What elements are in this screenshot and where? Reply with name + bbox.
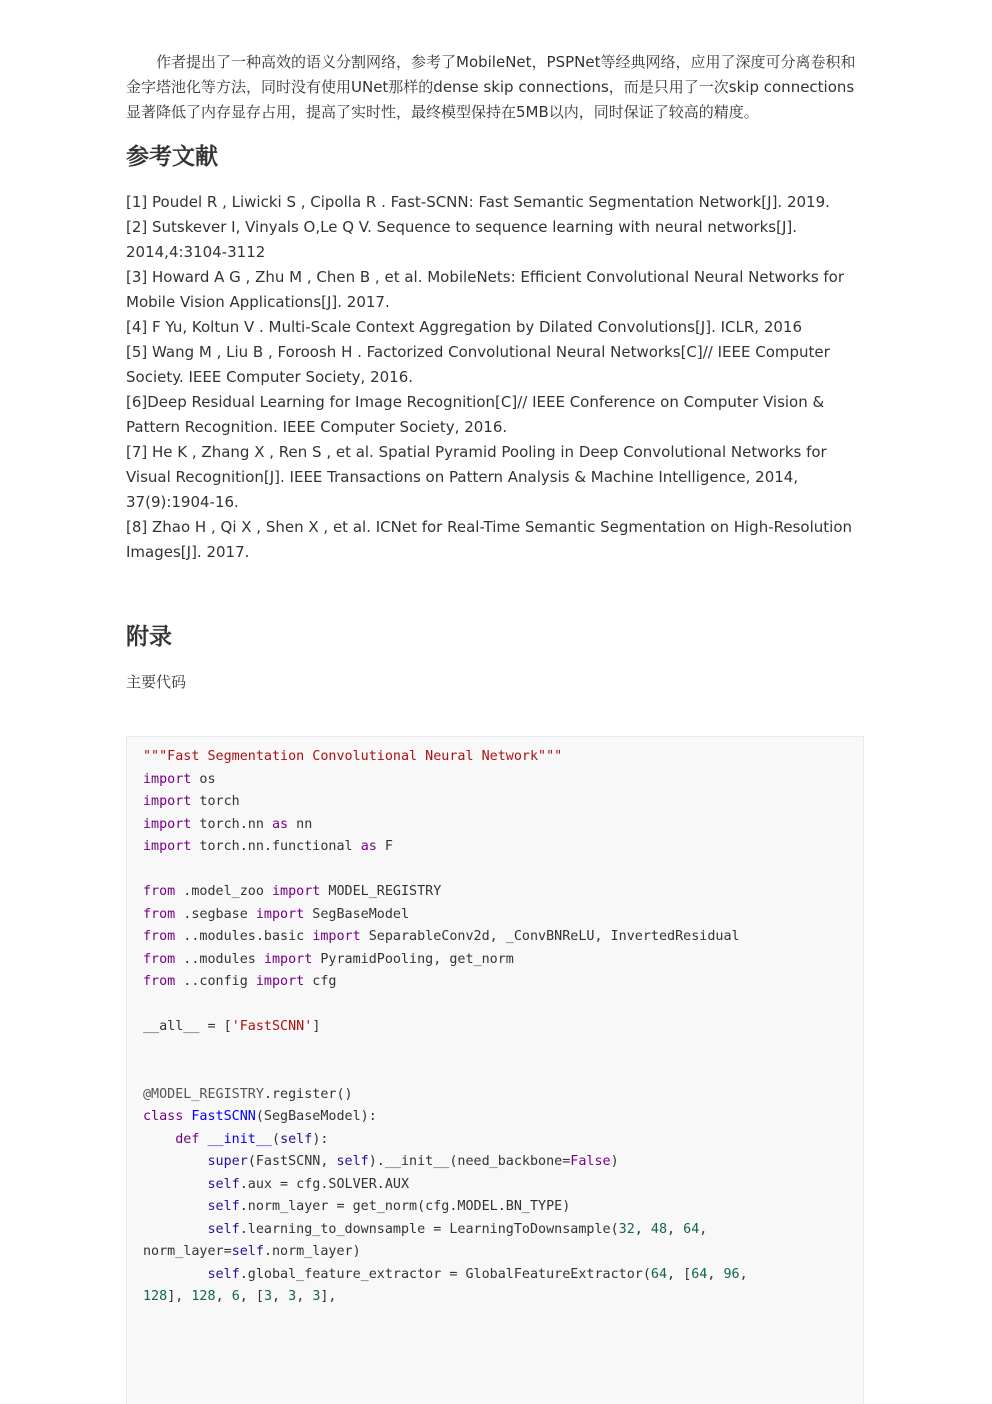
references-heading: 参考文献 bbox=[126, 144, 218, 170]
reference-item: [2] Sutskever I, Vinyals O,Le Q V. Sequence to sequence learning with neural networks[J]. 2014,4:3104-3112 bbox=[126, 218, 798, 261]
appendix-subheading: 主要代码 bbox=[126, 673, 187, 691]
reference-item: [7] He K , Zhang X , Ren S , et al. Spatial Pyramid Pooling in Deep Convolutional Networks for Visual Recognition[J]. IEEE Transactions on Pattern Analysis & Machine Intelligence, 2014, 37(9):1904-16. bbox=[126, 443, 827, 511]
reference-item: [4] F Yu, Koltun V . Multi-Scale Context Aggregation by Dilated Convolutions[J]. ICLR, 2016 bbox=[126, 318, 803, 336]
code-text: """Fast Segmentation Convolutional Neural Network""" import os import torch import torch.nn as nn import torch.nn.functional as F from .model_zoo import MODEL_REGISTRY from .segbase import SegBaseModel from ..modules.basic import SeparableConv2d, _ConvBNReLU, InvertedResidual from ..modules import PyramidPooling, get_norm from ..config import cfg __all__ = ['FastSCNN'] @MODEL_REGISTRY.register() class FastSCNN(SegBaseModel): def __init__(self): super(FastSCNN, self).__init__(need_backbone=False) self.aux = cfg.SOLVER.AUX self.norm_layer = get_norm(cfg.MODEL.BN_TYPE) self.learning_to_downsample = LearningToDownsample(32, 48, 64, norm_layer=self.norm_layer) self.global_feature_extractor = GlobalFeatureExtractor(64, [64, 96, 128], 128, 6, [3, 3, 3], bbox=[143, 749, 748, 1304]
intro-paragraph: 作者提出了一种高效的语义分割网络，参考了MobileNet，PSPNet等经典网络，应用了深度可分离卷积和金字塔池化等方法，同时没有使用UNet那样的dense skip connections，而是只用了一次skip connections显著降低了内存显存占用，提高了实时性，最终模型保持在5MB以内，同时保证了较高的精度。 bbox=[126, 53, 856, 121]
code-block bbox=[126, 736, 864, 1404]
reference-list bbox=[126, 190, 866, 565]
reference-item: [5] Wang M , Liu B , Foroosh H . Factorized Convolutional Neural Networks[C]// IEEE Computer Society. IEEE Computer Society, 2016. bbox=[126, 343, 830, 386]
reference-item: [6]Deep Residual Learning for Image Recognition[C]// IEEE Conference on Computer Vision & Pattern Recognition. IEEE Computer Society, 2016. bbox=[126, 393, 825, 436]
reference-item: [1] Poudel R , Liwicki S , Cipolla R . Fast-SCNN: Fast Semantic Segmentation Network[J]. 2019. bbox=[126, 193, 830, 211]
reference-item: [3] Howard A G , Zhu M , Chen B , et al. MobileNets: Efficient Convolutional Neural Networks for Mobile Vision Applications[J]. 2017. bbox=[126, 268, 845, 311]
appendix-heading: 附录 bbox=[126, 624, 172, 650]
reference-item: [8] Zhao H , Qi X , Shen X , et al. ICNet for Real-Time Semantic Segmentation on High-Resolution Images[J]. 2017. bbox=[126, 518, 852, 561]
document-page bbox=[126, 50, 866, 695]
